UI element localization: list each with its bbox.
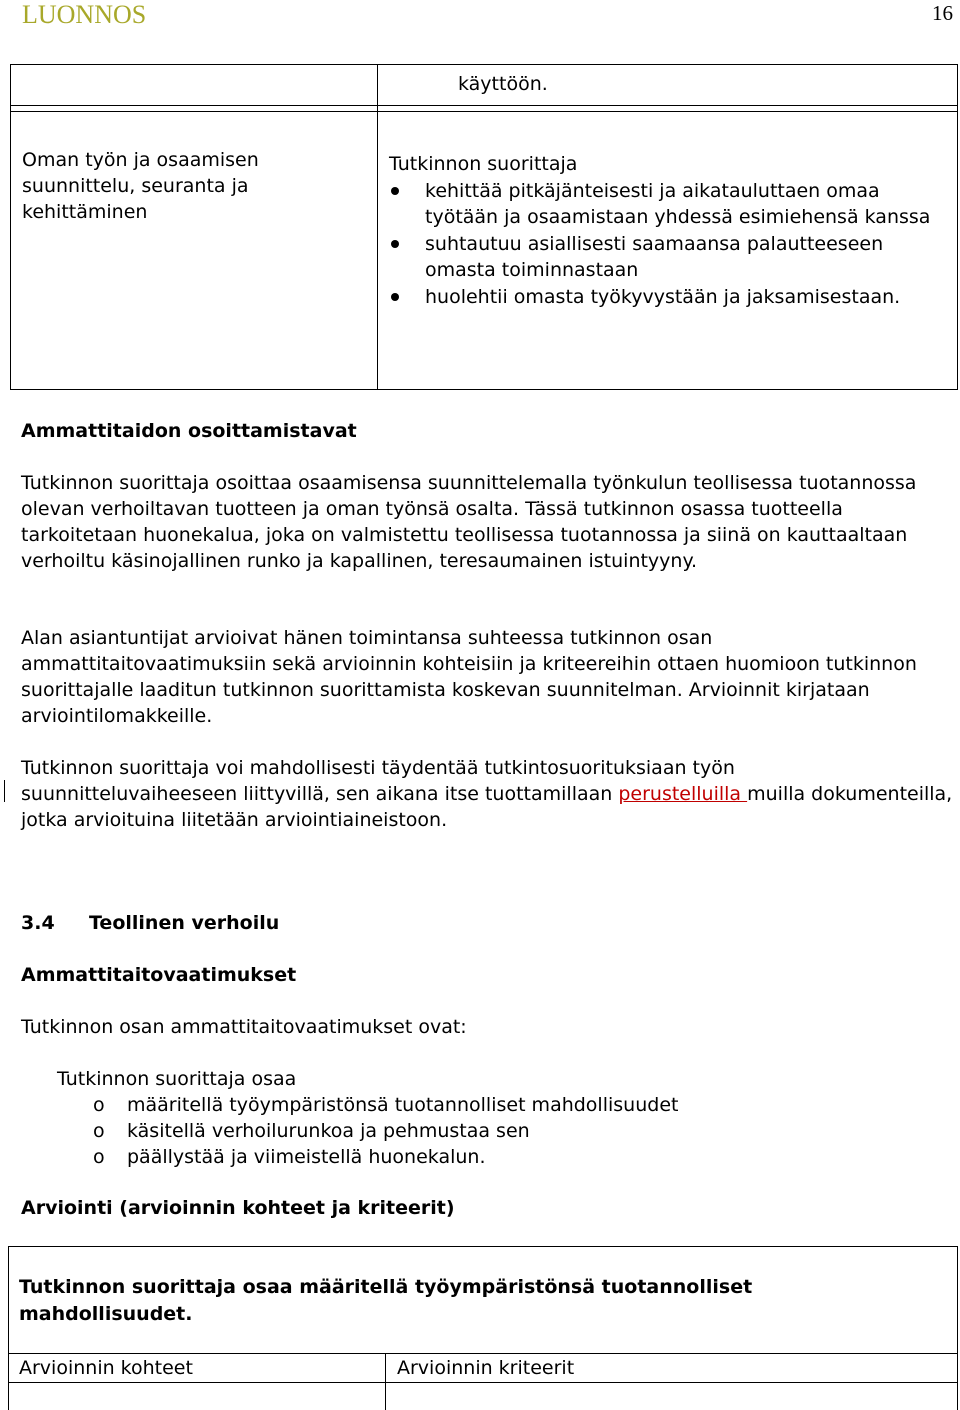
competence-area-label: Oman työn ja osaamisen suunnittelu, seuranta ja kehittäminen xyxy=(22,149,259,223)
table-divider xyxy=(9,1353,957,1354)
circle-bullet-icon: o xyxy=(93,1120,105,1142)
column-header-criteria: Arvioinnin kriteerit xyxy=(397,1357,575,1379)
table-divider xyxy=(385,1353,386,1410)
page-number: 16 xyxy=(932,1,953,25)
table-divider xyxy=(377,65,378,389)
table-divider xyxy=(11,105,957,106)
table-divider xyxy=(11,111,957,112)
list-item: o päällystää ja viimeistellä huonekalun. xyxy=(93,1146,486,1168)
list-item: suhtautuu asiallisesti saamaansa palautteeseen omasta toiminnastaan xyxy=(389,231,949,284)
section-heading: Ammattitaidon osoittamistavat xyxy=(21,420,357,442)
section-title: 3.4 Teollinen verhoilu xyxy=(21,912,280,934)
criteria-list xyxy=(389,178,949,311)
requirements-heading: Ammattitaitovaatimukset xyxy=(21,964,297,986)
continued-cell-text: käyttöön. xyxy=(458,73,548,95)
assessment-table-title: Tutkinnon suorittaja osaa määritellä työympäristönsä tuotannolliset mahdollisuudet. xyxy=(19,1276,753,1325)
list-item: o käsitellä verhoilurunkoa ja pehmustaa sen xyxy=(93,1120,530,1142)
skills-list-intro: Tutkinnon suorittaja osaa xyxy=(57,1068,297,1090)
paragraph: Tutkinnon suorittaja voi mahdollisesti täydentää tutkintosuorituksiaan työn suunnitteluvaiheeseen liittyvillä, sen aikana itse tuottamillaan perustelluilla muilla dokumenteilla, jotka arvioituina liitetään arviointiaineistoon. xyxy=(21,757,953,831)
paragraph: Tutkinnon suorittaja osoittaa osaamisensa suunnittelemalla työnkulun teollisessa tuotannossa olevan verhoiltavan tuotteen ja oman työnsä osalta. Tässä tutkinnon osassa tuotteella tarkoitetaan huonekalua, joka on valmistettu teollisessa tuotannossa ja siinä on kauttaaltaan verhoiltu käsinojallinen runko ja kapallinen, teresaumainen istuintyyny. xyxy=(21,472,917,572)
tracked-change-text: perustelluilla xyxy=(618,783,748,805)
list-item: kehittää pitkäjänteisesti ja aikatauluttaen omaa työtään ja osaamistaan yhdessä esimiehensä kanssa xyxy=(389,178,949,231)
assessment-table xyxy=(8,1246,958,1410)
circle-bullet-icon: o xyxy=(93,1146,105,1168)
paragraph: Alan asiantuntijat arvioivat hänen toimintansa suhteessa tutkinnon osan ammattitaitovaatimuksiin sekä arvioinnin kohteisiin ja kriteereihin ottaen huomioon tutkinnon suorittajalle laaditun tutkinnon suorittamista koskevan suunnitelman. Arvioinnit kirjataan arviointilomakkeille. xyxy=(21,627,917,727)
competence-criteria-cell xyxy=(389,151,949,310)
column-header-targets: Arvioinnin kohteet xyxy=(19,1357,193,1379)
draft-label: LUONNOS xyxy=(22,0,147,29)
assessment-heading: Arviointi (arvioinnin kohteet ja kriteerit) xyxy=(21,1197,455,1219)
requirements-intro: Tutkinnon osan ammattitaitovaatimukset ovat: xyxy=(21,1016,467,1038)
bullet-icon xyxy=(391,240,399,248)
circle-bullet-icon: o xyxy=(93,1094,105,1116)
skills-list xyxy=(57,1066,678,1170)
criteria-heading: Tutkinnon suorittaja xyxy=(389,153,578,175)
bullet-icon xyxy=(391,187,399,195)
change-bar xyxy=(4,780,5,802)
competence-table xyxy=(10,64,958,390)
list-item: o määritellä työympäristönsä tuotannolliset mahdollisuudet xyxy=(93,1094,679,1116)
table-divider xyxy=(9,1382,957,1383)
list-item: huolehtii omasta työkyvystään ja jaksamisestaan. xyxy=(389,284,949,311)
bullet-icon xyxy=(391,293,399,301)
